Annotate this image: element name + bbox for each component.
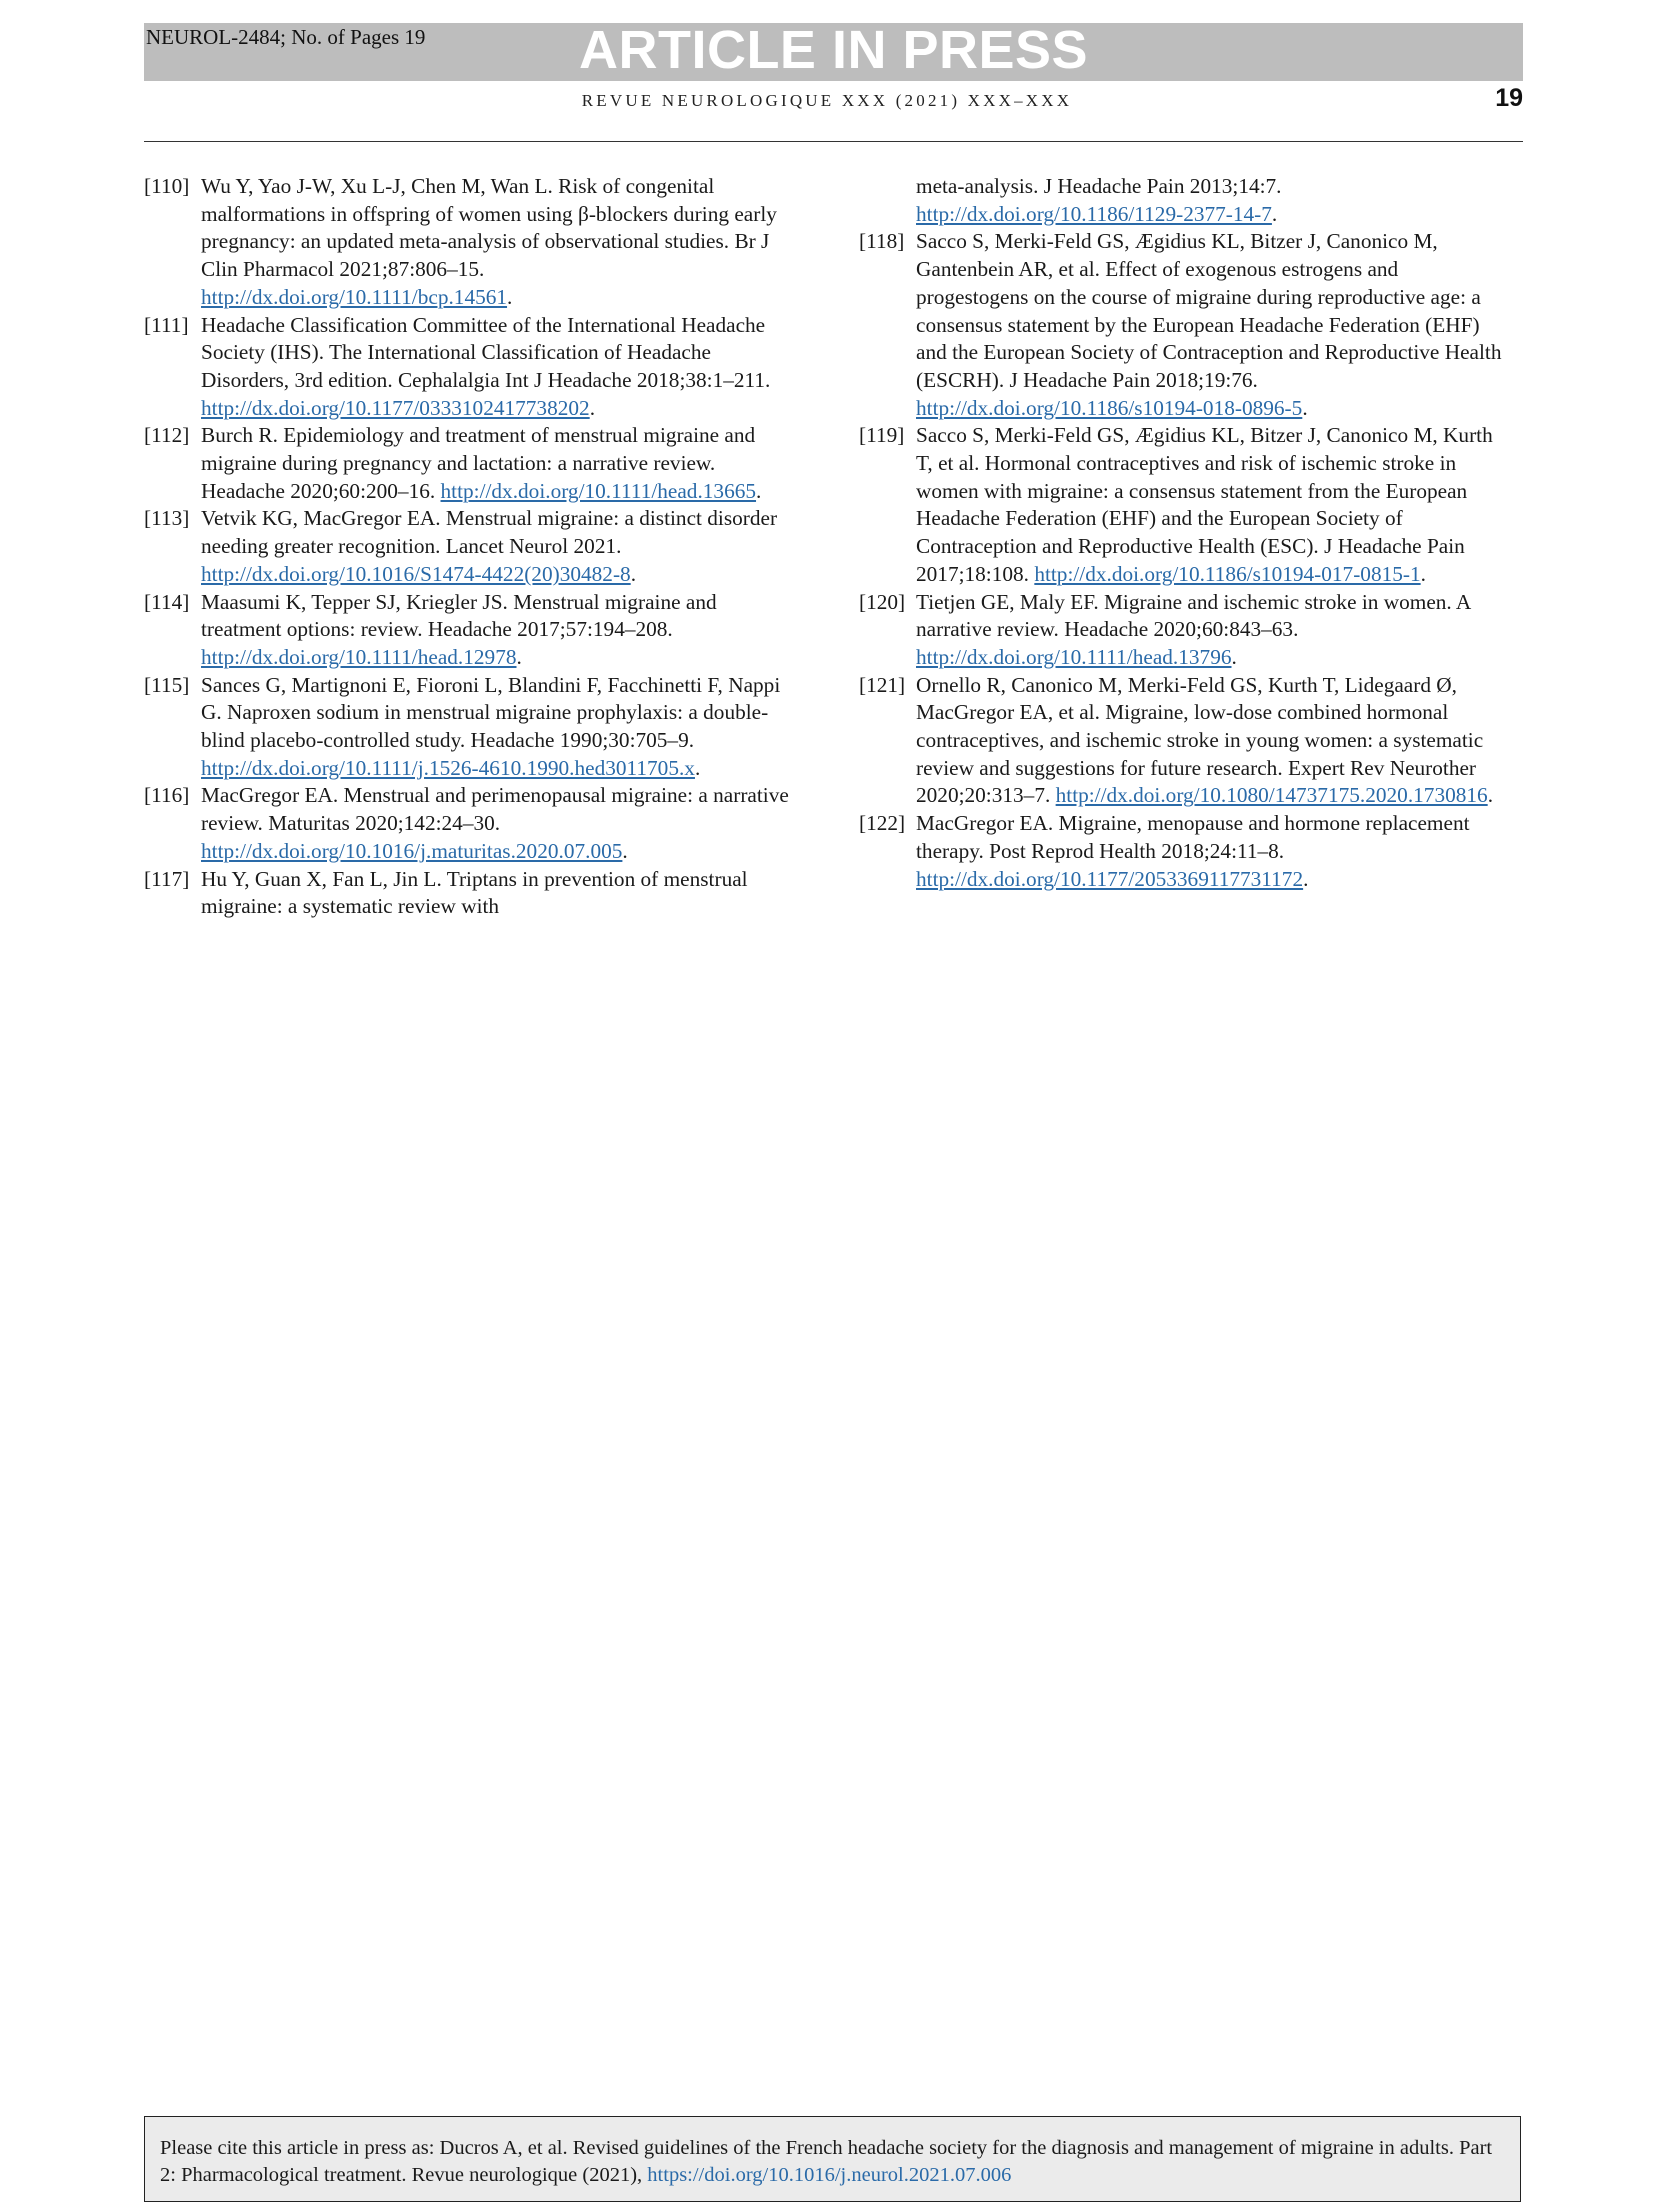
reference-doi-link[interactable]: http://dx.doi.org/10.1186/s10194-017-0815-1 bbox=[1034, 561, 1421, 586]
cite-this-article-box bbox=[144, 2116, 1521, 2202]
banner-title: ARTICLE IN PRESS bbox=[578, 20, 1089, 80]
reference-item: [112] Burch R. Epidemiology and treatment of menstrual migraine and migraine during pregnancy and lactation: a narrative review. Headache 2020;60:200–16. http://dx.doi.org/10.1111/head.13665. bbox=[144, 423, 762, 503]
reference-item: [114] Maasumi K, Tepper SJ, Kriegler JS. Menstrual migraine and treatment options: review. Headache 2017;57:194–208. http://dx.doi.org/10.1111/head.12978. bbox=[144, 589, 717, 669]
reference-item: [113] Vetvik KG, MacGregor EA. Menstrual migraine: a distinct disorder needing greater recognition. Lancet Neurol 2021. http://dx.doi.org/10.1016/S1474-4422(20)30482-8. bbox=[144, 506, 778, 586]
reference-number: [111] bbox=[144, 312, 189, 337]
reference-doi-link[interactable]: http://dx.doi.org/10.1111/j.1526-4610.1990.hed3011705.x bbox=[201, 755, 695, 780]
reference-doi-link[interactable]: http://dx.doi.org/10.1186/1129-2377-14-7 bbox=[916, 201, 1272, 226]
cite-doi-link[interactable]: https://doi.org/10.1016/j.neurol.2021.07.006 bbox=[647, 2164, 1012, 2186]
references-right-column bbox=[859, 173, 1514, 893]
reference-number: [114] bbox=[144, 589, 190, 614]
reference-text: Sacco S, Merki-Feld GS, Ægidius KL, Bitzer J, Canonico M, Gantenbein AR, et al. Effect of exogenous estrogens and progestogens on the course of migraine during reproductive age: a consensus statement by the European Headache Federation (EHF) and the European Society of Contraception and Reproductive Health (ESCRH). J Headache Pain 2018;19:76. bbox=[916, 229, 1502, 392]
reference-text: Hu Y, Guan X, Fan L, Jin L. Triptans in prevention of menstrual migraine: a systematic review with bbox=[201, 866, 748, 919]
reference-number: [121] bbox=[859, 672, 906, 697]
reference-text: MacGregor EA. Migraine, menopause and hormone replacement therapy. Post Reprod Health 2018;24:11–8. bbox=[916, 811, 1470, 863]
reference-doi-link[interactable]: http://dx.doi.org/10.1111/bcp.14561 bbox=[201, 284, 508, 309]
reference-number: [117] bbox=[144, 866, 190, 891]
reference-doi-link[interactable]: http://dx.doi.org/10.1016/S1474-4422(20)30482-8 bbox=[201, 561, 631, 586]
reference-text: Sances G, Martignoni E, Fioroni L, Blandini F, Facchinetti F, Nappi G. Naproxen sodium in menstrual migraine prophylaxis: a double-blind placebo-controlled study. Headache 1990;30:705–9. bbox=[201, 672, 781, 753]
reference-text: Wu Y, Yao J-W, Xu L-J, Chen M, Wan L. Risk of congenital malformations in offspring of women using β-blockers during early pregnancy: an updated meta-analysis of observational studies. Br J Clin Pharmacol 2021;87:806–15. bbox=[201, 174, 777, 282]
reference-number: [122] bbox=[859, 811, 906, 836]
reference-text: Burch R. Epidemiology and treatment of menstrual migraine and migraine during pregnancy and lactation: a narrative review. Headache 2020;60:200–16. bbox=[201, 423, 756, 503]
reference-item: [119] Sacco S, Merki-Feld GS, Ægidius KL, Bitzer J, Canonico M, Kurth T, et al. Hormonal contraceptives and risk of ischemic stroke in women with migraine: a consensus statement from the European Headache Federation (EHF) and the European Society of Contraception and Reproductive Health (ESC). J Headache Pain 2017;18:108. http://dx.doi.org/10.1186/s10194-017-0815-1. bbox=[859, 423, 1493, 586]
header-divider bbox=[144, 141, 1523, 142]
reference-number: [118] bbox=[859, 229, 905, 254]
manuscript-id: NEUROL-2484; No. of Pages 19 bbox=[146, 25, 426, 49]
reference-doi-link[interactable]: http://dx.doi.org/10.1016/j.maturitas.2020.07.005 bbox=[201, 838, 623, 863]
reference-text: Vetvik KG, MacGregor EA. Menstrual migraine: a distinct disorder needing greater recognition. Lancet Neurol 2021. bbox=[201, 506, 778, 559]
reference-item: [116] MacGregor EA. Menstrual and perimenopausal migraine: a narrative review. Maturitas 2020;142:24–30. http://dx.doi.org/10.1016/j.maturitas.2020.07.005. bbox=[144, 783, 789, 863]
reference-doi-link[interactable]: http://dx.doi.org/10.1177/0333102417738202 bbox=[201, 395, 590, 420]
reference-text: MacGregor EA. Menstrual and perimenopausal migraine: a narrative review. Maturitas 2020;142:24–30. bbox=[201, 783, 789, 836]
reference-doi-link[interactable]: http://dx.doi.org/10.1111/head.12978 bbox=[201, 644, 517, 669]
reference-doi-link[interactable]: http://dx.doi.org/10.1186/s10194-018-0896-5 bbox=[916, 395, 1303, 420]
reference-text: Sacco S, Merki-Feld GS, Ægidius KL, Bitzer J, Canonico M, Kurth T, et al. Hormonal contraceptives and risk of ischemic stroke in women with migraine: a consensus statement from the European Headache Federation (EHF) and the European Society of Contraception and Reproductive Health (ESC). J Headache Pain 2017;18:108. bbox=[916, 423, 1493, 586]
reference-number: [116] bbox=[144, 783, 190, 808]
reference-doi-link[interactable]: http://dx.doi.org/10.1111/head.13665 bbox=[440, 478, 757, 503]
reference-text: Tietjen GE, Maly EF. Migraine and ischemic stroke in women. A narrative review. Headache 2020;60:843–63. bbox=[916, 589, 1471, 642]
reference-item: [121] Ornello R, Canonico M, Merki-Feld GS, Kurth T, Lidegaard Ø, MacGregor EA, et al. Migraine, low-dose combined hormonal contraceptives, and ischemic stroke in young women: a systematic review and suggestions for future research. Expert Rev Neurother 2020;20:313–7. http://dx.doi.org/10.1080/14737175.2020.1730816. bbox=[859, 672, 1494, 808]
reference-number: [110] bbox=[144, 174, 190, 198]
references-left-column bbox=[144, 173, 799, 921]
reference-item: [115] Sances G, Martignoni E, Fioroni L, Blandini F, Facchinetti F, Nappi G. Naproxen sodium in menstrual migraine prophylaxis: a double-blind placebo-controlled study. Headache 1990;30:705–9. http://dx.doi.org/10.1111/j.1526-4610.1990.hed3011705.x. bbox=[144, 672, 781, 780]
reference-number: [120] bbox=[859, 589, 906, 614]
reference-text: Ornello R, Canonico M, Merki-Feld GS, Kurth T, Lidegaard Ø, MacGregor EA, et al. Migraine, low-dose combined hormonal contraceptives, and ischemic stroke in young women: a systematic review and suggestions for future research. Expert Rev Neurother 2020;20:313–7. bbox=[916, 672, 1484, 808]
reference-number: [112] bbox=[144, 423, 190, 448]
reference-continuation: meta-analysis. J Headache Pain 2013;14:7. http://dx.doi.org/10.1186/1129-2377-14-7. bbox=[916, 174, 1282, 226]
reference-number: [119] bbox=[859, 423, 905, 448]
reference-number: [115] bbox=[144, 672, 190, 697]
reference-text: Headache Classification Committee of the International Headache Society (IHS). The International Classification of Headache Disorders, 3rd edition. Cephalalgia Int J Headache 2018;38:1–211. bbox=[201, 312, 771, 392]
reference-item: [120] Tietjen GE, Maly EF. Migraine and ischemic stroke in women. A narrative review. Headache 2020;60:843–63. http://dx.doi.org/10.1111/head.13796. bbox=[859, 589, 1471, 669]
reference-item: [118] Sacco S, Merki-Feld GS, Ægidius KL, Bitzer J, Canonico M, Gantenbein AR, et al. Effect of exogenous estrogens and progestogens on the course of migraine during reproductive age: a consensus statement by the European Headache Federation (EHF) and the European Society of Contraception and Reproductive Health (ESCRH). J Headache Pain 2018;19:76. http://dx.doi.org/10.1186/s10194-018-0896-5. bbox=[859, 229, 1502, 420]
reference-item bbox=[144, 866, 799, 921]
reference-item: [110] Wu Y, Yao J-W, Xu L-J, Chen M, Wan L. Risk of congenital malformations in offspring of women using β-blockers during early pregnancy: an updated meta-analysis of observational studies. Br J Clin Pharmacol 2021;87:806–15. http://dx.doi.org/10.1111/bcp.14561. bbox=[144, 174, 777, 309]
reference-text: Maasumi K, Tepper SJ, Kriegler JS. Menstrual migraine and treatment options: review. Headache 2017;57:194–208. bbox=[201, 589, 717, 642]
cite-text: Please cite this article in press as: Ducros A, et al. Revised guidelines of the French headache society for the diagnosis and management of migraine in adults. Part 2: Pharmacological treatment. Revue neurologique (2021), bbox=[160, 2137, 1493, 2186]
reference-text: meta-analysis. J Headache Pain 2013;14:7. bbox=[916, 174, 1282, 198]
reference-number: [113] bbox=[144, 506, 190, 531]
reference-doi-link[interactable]: http://dx.doi.org/10.1177/2053369117731172 bbox=[916, 866, 1304, 891]
page-number: 19 bbox=[1495, 84, 1523, 112]
reference-doi-link[interactable]: http://dx.doi.org/10.1080/14737175.2020.1730816 bbox=[1055, 783, 1488, 808]
reference-doi-link[interactable]: http://dx.doi.org/10.1111/head.13796 bbox=[916, 644, 1232, 669]
journal-running-head: REVUE NEUROLOGIQUE XXX (2021) XXX–XXX bbox=[581, 91, 1073, 110]
reference-item: [111] Headache Classification Committee of the International Headache Society (IHS). The International Classification of Headache Disorders, 3rd edition. Cephalalgia Int J Headache 2018;38:1–211. http://dx.doi.org/10.1177/0333102417738202. bbox=[144, 312, 771, 420]
reference-item: [122] MacGregor EA. Migraine, menopause and hormone replacement therapy. Post Reprod Health 2018;24:11–8. http://dx.doi.org/10.1177/2053369117731172. bbox=[859, 811, 1470, 891]
